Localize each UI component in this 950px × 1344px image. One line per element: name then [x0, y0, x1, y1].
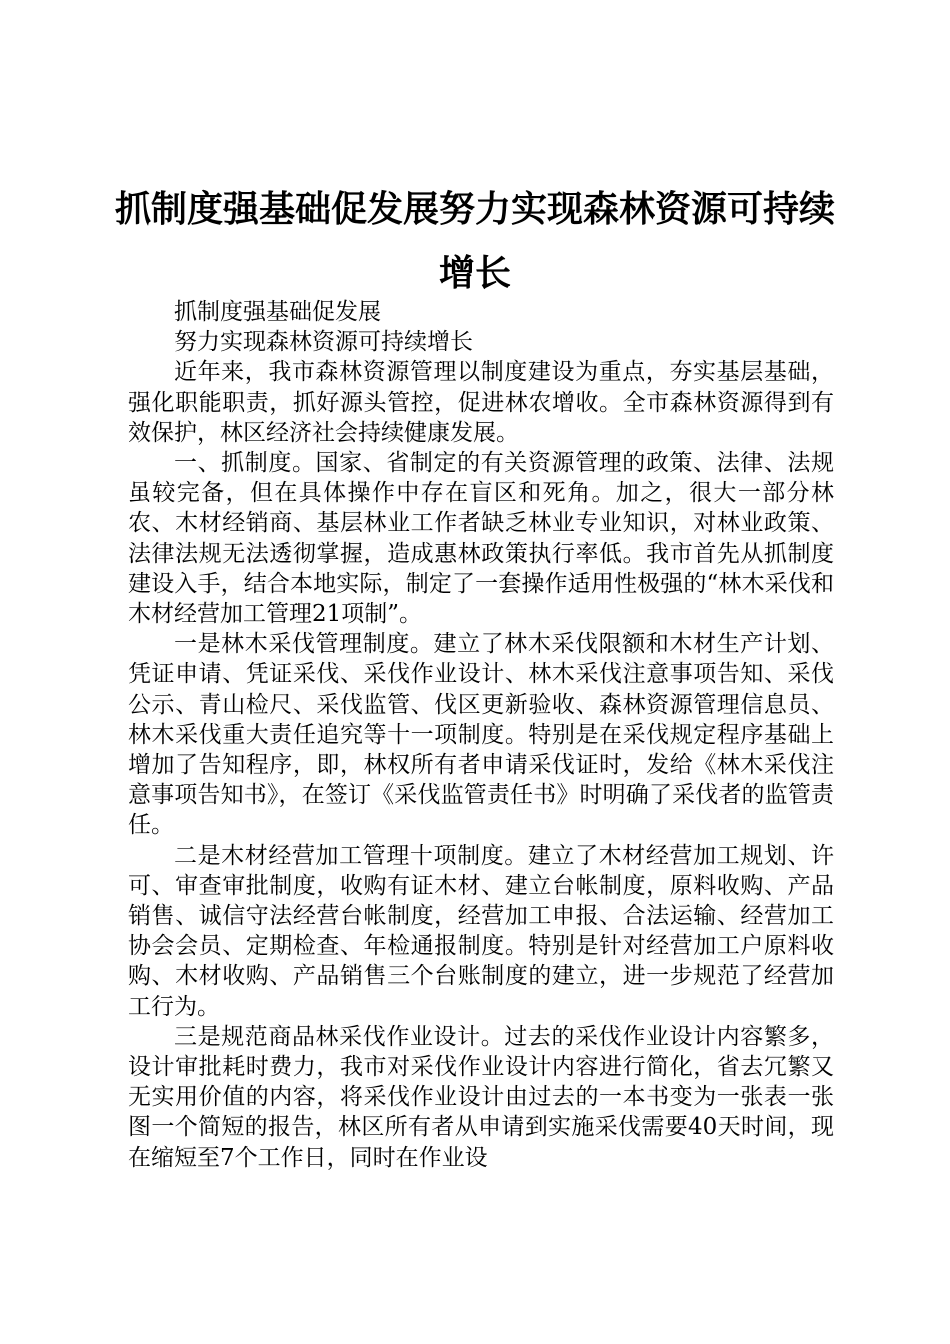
paragraph-section-1: 一、抓制度。国家、省制定的有关资源管理的政策、法律、法规虽较完备，但在具体操作中存在盲区和死角。加之，很大一部分林农、木材经销商、基层林业工作者缺乏林业专业知识，对林业政策、法律法规无法透彻掌握，造成惠林政策执行率低。我市首先从抓制度建设入手，结合本地实际，制定了一套操作适用性极强的“林木采伐和木材经营加工管理21项制”。	[128, 450, 834, 628]
paragraph-item-2: 二是木材经营加工管理十项制度。建立了木材经营加工规划、许可、审查审批制度，收购有证木材、建立台帐制度，原料收购、产品销售、诚信守法经营台帐制度，经营加工申报、合法运输、经营加工协会会员、定期检查、年检通报制度。特别是针对经营加工户原料收购、木材收购、产品销售三个台账制度的建立，进一步规范了经营加工行为。	[128, 842, 834, 1020]
paragraph-subtitle-2: 努力实现森林资源可持续增长	[174, 329, 473, 356]
document-title: 抓制度强基础促发展努力实现森林资源可持续增长	[114, 189, 835, 294]
paragraph-item-3: 三是规范商品林采伐作业设计。过去的采伐作业设计内容繁多，设计审批耗时费力，我市对采伐作业设计内容进行简化，省去冗繁又无实用价值的内容，将采伐作业设计由过去的一本书变为一张表一张图一个简短的报告，林区所有者从申请到实施采伐需要40天时间，现在缩短至7个工作日，同时在作业设	[128, 1023, 834, 1171]
paragraph-item-1: 一是林木采伐管理制度。建立了林木采伐限额和木材生产计划、凭证申请、凭证采伐、采伐作业设计、林木采伐注意事项告知、采伐公示、青山检尺、采伐监管、伐区更新验收、森林资源管理信息员、林木采伐重大责任追究等十一项制度。特别是在采伐规定程序基础上增加了告知程序，即，林权所有者申请采伐证时，发给《林木采伐注意事项告知书》，在签订《采伐监管责任书》时明确了采伐者的监管责任。	[128, 631, 834, 839]
paragraph-intro: 近年来，我市森林资源管理以制度建设为重点，夯实基层基础，强化职能职责，抓好源头管控，促进林农增收。全市森林资源得到有效保护，林区经济社会持续健康发展。	[128, 359, 834, 446]
paragraph-subtitle-1: 抓制度强基础促发展	[174, 299, 381, 325]
document-body	[128, 297, 834, 1173]
